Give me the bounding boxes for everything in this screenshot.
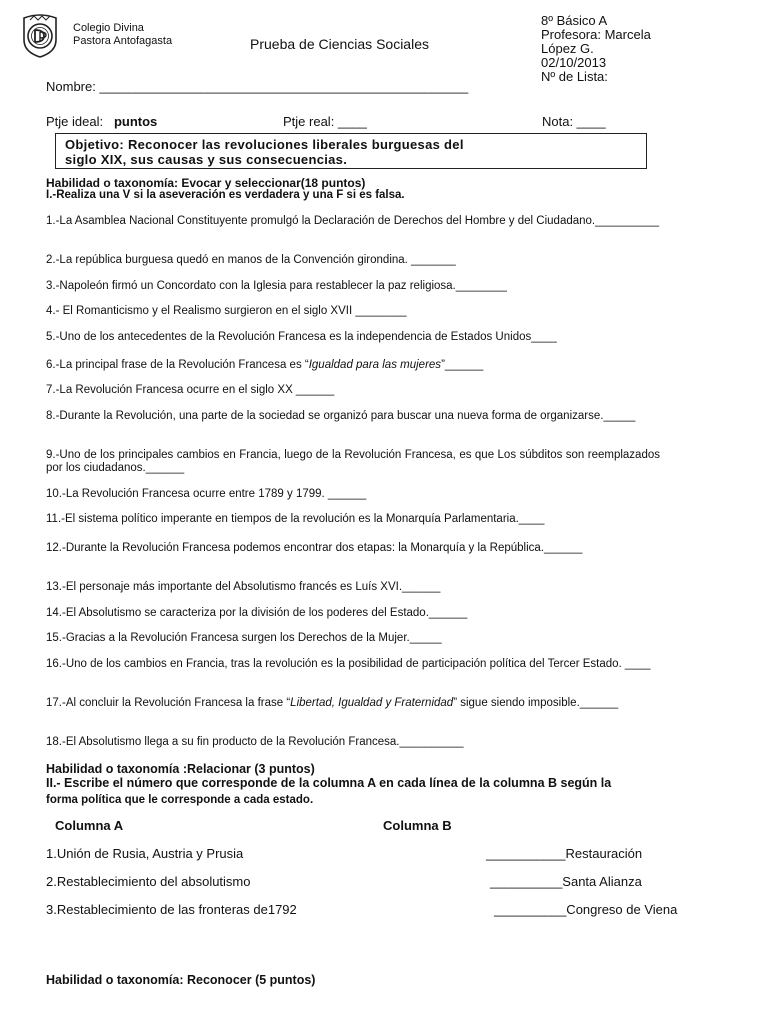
- question-15[interactable]: 15.-Gracias a la Revolución Francesa surgen los Derechos de la Mujer._____: [46, 632, 442, 644]
- course-label: 8º Básico A: [541, 14, 608, 28]
- column-b-item-2[interactable]: __________Santa Alianza: [490, 874, 642, 889]
- question-18[interactable]: 18.-El Absolutismo llega a su fin producto de la Revolución Francesa.__________: [46, 736, 464, 748]
- question-13[interactable]: 13.-El personaje más importante del Absolutismo francés es Luís XVI.______: [46, 581, 441, 593]
- question-5[interactable]: 5.-Uno de los antecedentes de la Revolución Francesa es la independencia de Estados Unidos____: [46, 331, 557, 343]
- test-title: Prueba de Ciencias Sociales: [250, 36, 429, 52]
- question-6-quote: Igualdad para las mujeres: [308, 359, 442, 371]
- question-14[interactable]: 14.-El Absolutismo se caracteriza por la división de los poderes del Estado.______: [46, 607, 468, 619]
- column-b-title: Columna B: [383, 818, 452, 833]
- question-3[interactable]: 3.-Napoleón firmó un Concordato con la Iglesia para restablecer la paz religiosa.________: [46, 280, 507, 292]
- column-a-item-2: 2.Restablecimiento del absolutismo: [46, 874, 251, 889]
- grade-field[interactable]: Nota: ____: [542, 114, 606, 129]
- test-date: 02/10/2013: [541, 55, 607, 70]
- ideal-score-value: puntos: [113, 114, 158, 129]
- list-number-label: Nº de Lista:: [541, 69, 608, 84]
- question-8[interactable]: 8.-Durante la Revolución, una parte de la sociedad se organizó para buscar una nueva forma de organizarse._____: [46, 410, 636, 422]
- objective-box: [55, 133, 647, 169]
- question-12[interactable]: 12.-Durante la Revolución Francesa podemos encontrar dos etapas: la Monarquía y la República.______: [46, 542, 583, 554]
- section1-instruction: I.-Realiza una V si la aseveración es verdadera y una F si es falsa.: [46, 189, 405, 201]
- column-a-item-3: 3.Restablecimiento de las fronteras de1792: [46, 902, 297, 917]
- section1-heading: Habilidad o taxonomía: Evocar y seleccionar(18 puntos): [46, 176, 366, 190]
- column-b-item-1[interactable]: ___________Restauración: [486, 846, 643, 861]
- question-2[interactable]: 2.-La república burguesa quedó en manos de la Convención girondina. _______: [46, 254, 456, 266]
- question-17-end: ” sigue siendo imposible.______: [453, 697, 619, 709]
- school-name-line1: Colegio Divina: [73, 22, 144, 34]
- column-b-item-3[interactable]: __________Congreso de Viena: [494, 902, 678, 917]
- question-6-start: 6.-La principal frase de la Revolución Francesa es “: [46, 359, 309, 371]
- section2-instruction-line1: II.- Escribe el número que corresponde de la columna A en cada línea de la columna B según la: [46, 776, 612, 790]
- column-a-title: Columna A: [55, 818, 124, 833]
- ideal-score-label: Ptje ideal:: [46, 114, 104, 129]
- school-crest-logo: [20, 14, 60, 58]
- question-9[interactable]: 9.-Uno de los principales cambios en Francia, luego de la Revolución Francesa, es que Los súbditos son reemplazados por los ciudadanos.______: [46, 449, 660, 474]
- question-11[interactable]: 11.-El sistema político imperante en tiempos de la revolución es la Monarquía Parlamentaria.____: [46, 513, 545, 525]
- section2-heading: Habilidad o taxonomía :Relacionar (3 puntos): [46, 762, 315, 776]
- question-7[interactable]: 7.-La Revolución Francesa ocurre en el siglo XX ______: [46, 384, 335, 396]
- question-17-quote: Libertad, Igualdad y Fraternidad: [290, 697, 454, 709]
- question-1[interactable]: 1.-La Asamblea Nacional Constituyente promulgó la Declaración de Derechos del Hombre y del Ciudadano.__________: [46, 215, 660, 227]
- question-6-end: ”______: [441, 359, 484, 371]
- teacher-label: Profesora: Marcela: [541, 27, 651, 42]
- real-score-field[interactable]: Ptje real: ____: [283, 114, 367, 129]
- objective-line1: Objetivo: Reconocer las revoluciones liberales burguesas del: [65, 137, 464, 152]
- teacher-surname: López G.: [541, 41, 594, 56]
- name-field[interactable]: Nombre: ___________________________________________________: [46, 79, 469, 94]
- question-6[interactable]: [46, 359, 660, 372]
- course-info: [541, 14, 761, 86]
- ideal-score-field: [46, 114, 157, 129]
- school-name: [73, 22, 172, 48]
- question-4[interactable]: 4.- El Romanticismo y el Realismo surgieron en el siglo XVII ________: [46, 305, 407, 317]
- section2-instruction-line2: forma política que le corresponde a cada estado.: [46, 794, 314, 806]
- question-16[interactable]: 16.-Uno de los cambios en Francia, tras la revolución es la posibilidad de participación política del Tercer Estado. ____: [46, 658, 651, 670]
- question-17[interactable]: [46, 697, 660, 710]
- column-a-item-1: 1.Unión de Rusia, Austria y Prusia: [46, 846, 244, 861]
- objective-line2: siglo XIX, sus causas y sus consecuencias.: [65, 152, 348, 167]
- school-name-line2: Pastora Antofagasta: [73, 35, 173, 47]
- section3-heading: Habilidad o taxonomía: Reconocer (5 puntos): [46, 973, 316, 987]
- question-10[interactable]: 10.-La Revolución Francesa ocurre entre 1789 y 1799. ______: [46, 488, 367, 500]
- question-17-start: 17.-Al concluir la Revolución Francesa la frase “: [46, 697, 291, 709]
